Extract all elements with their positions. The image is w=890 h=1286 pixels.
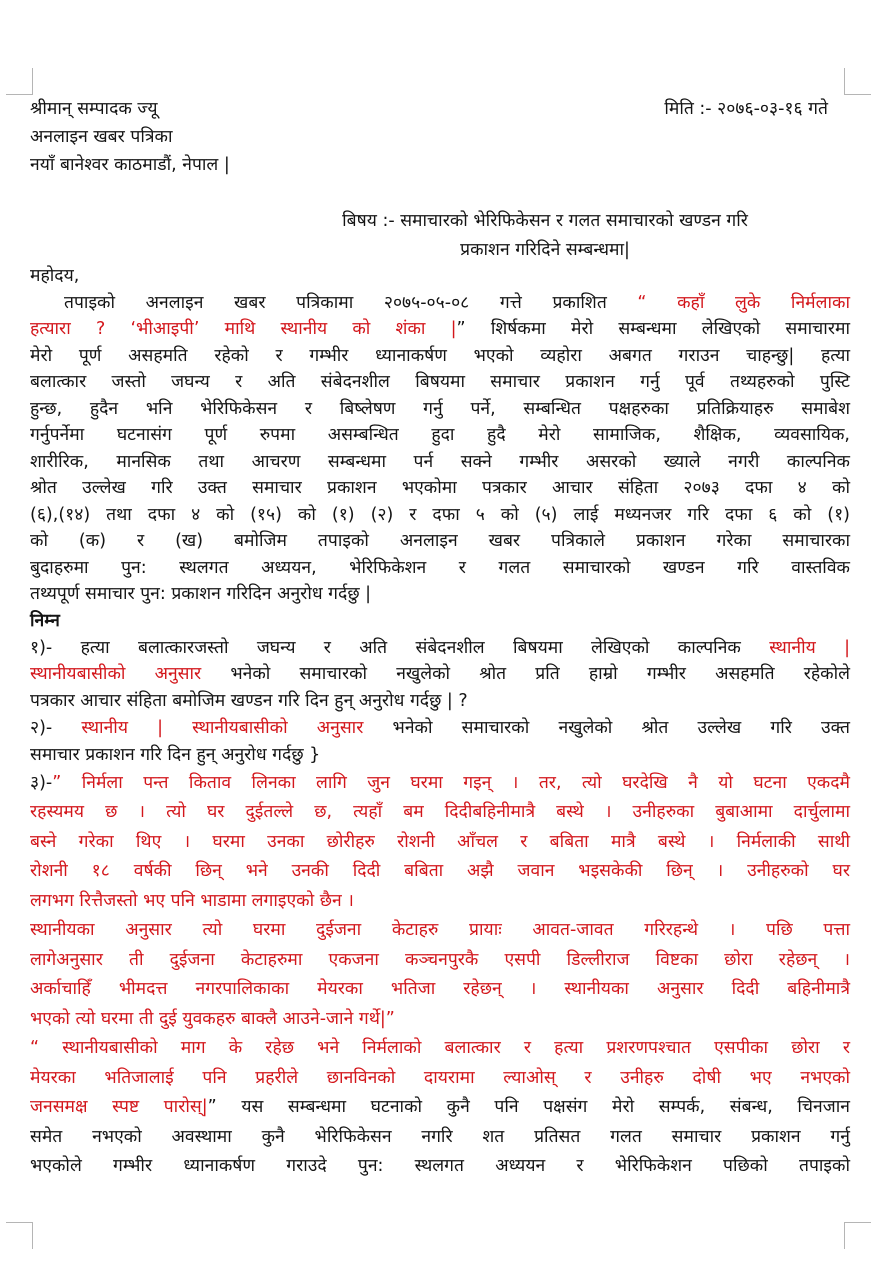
crop-mark-bottom-left — [6, 1222, 33, 1249]
text-line — [30, 1152, 850, 1182]
highlighted-text: स्थानीयबासीको अनुसार — [30, 664, 202, 685]
text-segment: तपाइको अनलाइन खबर पत्रिकामा २०७५-०५-०८ गत्ते प्रकाशित — [64, 292, 638, 313]
text-line — [30, 1064, 850, 1094]
crop-mark-top-right — [844, 68, 871, 95]
highlighted-text: स्थानीय | स्थानीयबासीको अनुसार — [81, 717, 364, 738]
text-segment: हुन्छ, हुदैन भनि भेरिफिकेसन र बिष्लेषण गर्नु पर्ने, सम्बन्धित पक्षहरुका प्रतिक्रियाहरु समाबेश — [30, 398, 850, 419]
highlighted-text: स्थानीय | — [769, 637, 850, 658]
crop-mark-top-left — [6, 68, 33, 95]
text-segment: भएकोले गम्भीर ध्यानाकर्षण गराउदे पुन: स्थलगत अध्ययन र भेरिफिकेशन पछिको तपाइको — [30, 1156, 850, 1177]
subject-line: बिषय :- समाचारको भेरिफिकेसन र गलत समाचारको खण्डन गरि — [342, 211, 748, 231]
crop-mark-bottom-right — [844, 1222, 871, 1249]
text-segment: (६),(१४) तथा दफा ४ को (१५) को (१) (२) र दफा ५ को (५) लाई मध्यनजर गरि दफा ६ को (१) — [30, 504, 850, 525]
text-line — [30, 828, 850, 858]
section-heading: निम्न — [30, 610, 60, 631]
text-line — [30, 475, 850, 502]
text-line — [30, 857, 850, 887]
text-line — [30, 502, 850, 529]
text-line — [30, 946, 850, 976]
highlighted-text: “ स्थानीयबासीको माग के रहेछ भने निर्मलाको बलात्कार र हत्या प्रशरणपश्चात एसपीका छोरा र — [30, 1038, 850, 1059]
highlighted-text: हत्यारा ? ‘भीआइपी’ माथि स्थानीय को शंका | — [30, 319, 457, 340]
text-line — [30, 343, 850, 370]
highlighted-text: लगभग रित्तैजस्तो भए पनि भाडामा लगाइएको छैन । — [30, 890, 354, 911]
letter-body — [30, 263, 850, 1182]
text-line — [30, 688, 850, 715]
text-line — [30, 887, 850, 917]
highlighted-text: स्थानीयका अनुसार त्यो घरमा दुईजना केटाहरु प्रायाः आवत-जावत गरिरहन्थे । पछि पत्ता — [30, 920, 850, 941]
text-segment: समाचार प्रकाशन गरि दिन हुन् अनुरोध गर्दछु } — [30, 744, 321, 765]
highlighted-text: मेयरका भतिजालाई पनि प्रहरीले छानविनको दायरामा ल्याओस् र उनीहरु दोषी भए नभएको — [30, 1067, 850, 1088]
text-line — [30, 316, 850, 343]
text-segment: को (क) र (ख) बमोजिम तपाइको अनलाइन खबर पत्रिकाले प्रकाशन गरेका समाचारका — [30, 531, 850, 552]
text-line — [30, 742, 850, 769]
text-segment: १)- हत्या बलात्कारजस्तो जघन्य र अति संबेदनशील बिषयमा लेखिएको काल्पनिक — [30, 637, 770, 658]
text-line — [30, 715, 850, 742]
text-line — [30, 555, 850, 582]
text-segment: मेरो पूर्ण असहमति रहेको र गम्भीर ध्यानाकर्षण भएको व्यहोरा अबगत गराउन चाहन्छु| हत्या — [30, 345, 850, 366]
highlighted-text: रोशनी १८ वर्षकी छिन् भने उनकी दिदी बबिता अझै जवान भइसकेकी छिन् । उनीहरुको घर — [30, 861, 850, 882]
text-line — [30, 1005, 850, 1035]
text-segment: शारीरिक, मानसिक तथा आचरण सम्बन्धमा पर्न सक्ने गम्भीर असरको ख्याले नगरी काल्पनिक — [30, 451, 850, 472]
text-segment: ३)- — [30, 772, 53, 793]
text-line — [30, 449, 850, 476]
text-line — [30, 422, 850, 449]
point-2 — [30, 715, 850, 769]
paragraph-main — [30, 290, 850, 608]
subject — [240, 207, 850, 265]
highlighted-text: लागेअनुसार ती दुईजना केटाहरुमा एकजना कञ्चनपुरकै एसपी डिल्लीराज विष्टका छोरा रहेछन् । — [30, 949, 850, 970]
point-1 — [30, 635, 850, 715]
highlighted-text: भएको त्यो घरमा ती दुई युवकहरु बाक्लै आउने-जाने गर्थे|” — [30, 1008, 395, 1029]
text-line — [30, 396, 850, 423]
highlighted-text: बस्ने गरेका थिए । घरमा उनका छोरीहरु रोशनी आँचल र बबिता मात्रै बस्थे । निर्मलाकी साथी — [30, 831, 850, 852]
text-segment: पत्रकार आचार संहिता बमोजिम खण्डन गरि दिन हुन् अनुरोध गर्दछु | ? — [30, 691, 468, 712]
text-line — [30, 290, 850, 317]
address-line: नयाँ बानेश्वर काठमाडौं, नेपाल | — [30, 155, 230, 175]
subject-line: प्रकाशन गरिदिने सम्बन्धमा| — [460, 240, 630, 260]
text-line — [30, 581, 850, 608]
address-line: अनलाइन खबर पत्रिका — [30, 127, 173, 147]
highlighted-text: ” निर्मला पन्त किताव लिनका लागि जुन घरमा गइन् । तर, त्यो घरदेखि नै यो घटना एकदमै — [52, 772, 850, 793]
text-line — [30, 769, 850, 799]
text-segment: भनेको समाचारको नखुलेको श्रोत उल्लेख गरि उक्त — [363, 717, 850, 738]
text-line — [30, 635, 850, 662]
text-line — [30, 798, 850, 828]
text-line — [30, 528, 850, 555]
text-segment: तथ्यपूर्ण समाचार पुन: प्रकाशन गरिदिन अनुरोध गर्दछु | — [30, 584, 372, 605]
recipient-address — [30, 95, 230, 179]
text-segment: भनेको समाचारको नखुलेको श्रोत प्रति हाम्रो गम्भीर असहमति रहेकोले — [201, 664, 850, 685]
text-line — [30, 661, 850, 688]
text-line — [30, 916, 850, 946]
text-segment: गर्नुपर्नेमा घटनासंग पूर्ण रुपमा असम्बन्धित हुदा हुदै मेरो सामाजिक, शैक्षिक, व्यवसायिक, — [30, 425, 850, 446]
text-segment: २)- — [30, 717, 82, 738]
text-segment: श्रोत उल्लेख गरि उक्त समाचार प्रकाशन भएकोमा पत्रकार आचार संहिता २०७३ दफा ४ को — [30, 478, 850, 499]
text-segment: बलात्कार जस्तो जघन्य र अति संबेदनशील बिषयमा समाचार प्रकाशन गर्नु पूर्व तथ्यहरुको पुस्टि — [30, 372, 850, 393]
text-line — [30, 1123, 850, 1153]
highlighted-text: रहस्यमय छ । त्यो घर दुईतल्ले छ, त्यहाँ बम दिदीबहिनीमात्रै बस्थे । उनीहरुका बुबाआमा दार्चुलामा — [30, 802, 850, 823]
text-line — [30, 1034, 850, 1064]
highlighted-text: “ कहाँ लुके निर्मलाका — [637, 292, 850, 313]
address-line: श्रीमान् सम्पादक ज्यू — [30, 99, 158, 119]
text-line — [30, 1093, 850, 1123]
letter-date: मिति :- २०७६-०३-१६ गते — [664, 99, 828, 119]
highlighted-text: अर्काचाहिँ भीमदत्त नगरपालिकाका मेयरका भतिजा रहेछन् । स्थानीयका अनुसार दिदी बहिनीमात्रै — [30, 979, 850, 1000]
text-segment: ” यस सम्बन्धमा घटनाको कुनै पनि पक्षसंग मेरो सम्पर्क, संबन्ध, चिनजान — [207, 1097, 850, 1118]
text-line — [30, 975, 850, 1005]
text-line — [30, 369, 850, 396]
highlighted-text: जनसमक्ष स्पष्ट पारोस्| — [30, 1097, 208, 1118]
text-segment: बुदाहरुमा पुन: स्थलगत अध्ययन, भेरिफिकेशन र गलत समाचारको खण्डन गरि वास्तविक — [30, 557, 850, 578]
point-3 — [30, 769, 850, 1182]
text-segment: ” शिर्षकमा मेरो सम्बन्धमा लेखिएको समाचारमा — [456, 319, 850, 340]
text-segment: समेत नभएको अवस्थामा कुनै भेरिफिकेसन नगरि शत प्रतिसत गलत समाचार प्रकाशन गर्नु — [30, 1126, 850, 1147]
salutation: महोदय, — [30, 266, 80, 286]
